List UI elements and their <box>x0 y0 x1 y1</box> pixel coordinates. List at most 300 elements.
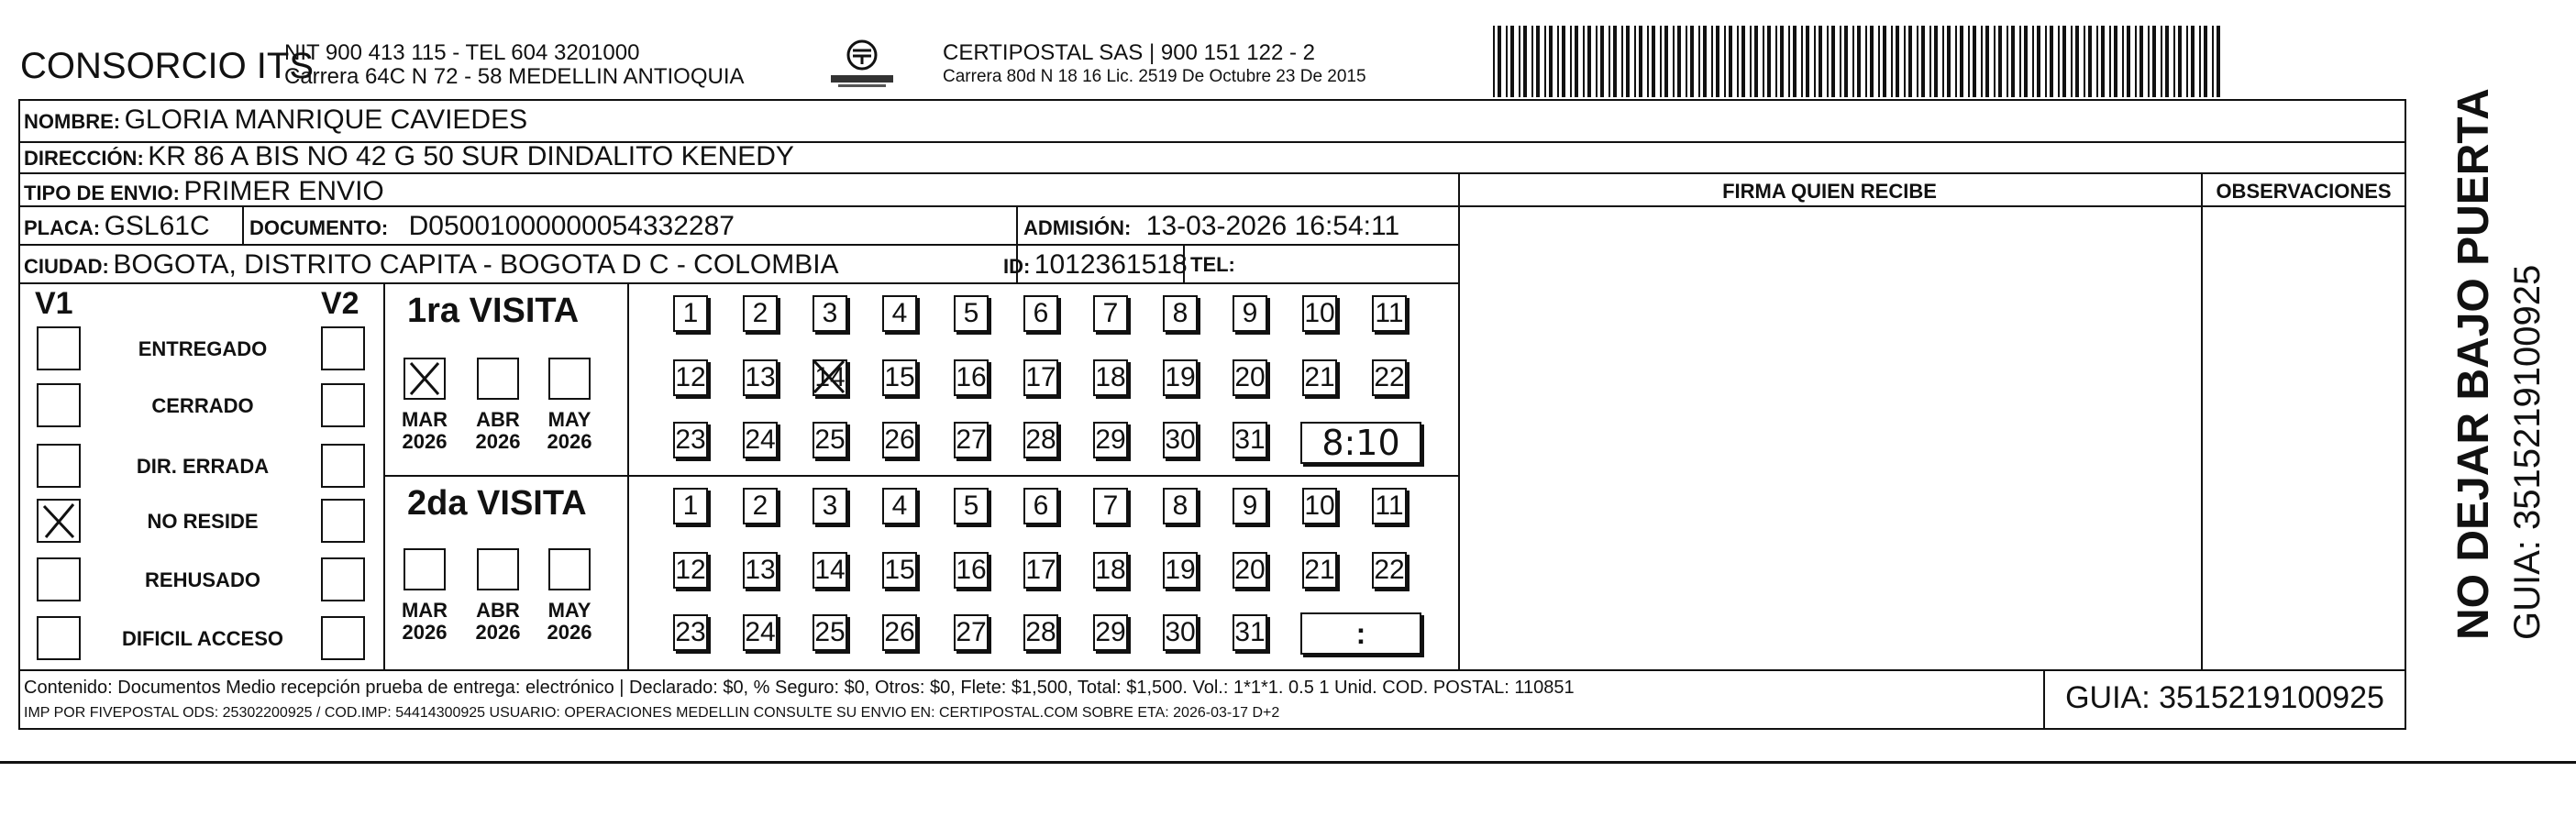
visit1-day[interactable] <box>1023 422 1058 458</box>
visit1-day[interactable] <box>743 422 778 458</box>
visit2-day[interactable] <box>813 614 847 651</box>
barcode-bar <box>1754 26 1758 97</box>
visit2-day[interactable] <box>1372 552 1407 589</box>
visit2-day[interactable] <box>1093 614 1128 651</box>
visit1-month-name: MAY <box>547 408 591 431</box>
v2-checkbox[interactable] <box>321 383 365 427</box>
visit2-day[interactable] <box>673 552 708 589</box>
barcode-bar <box>2152 26 2156 97</box>
visit2-month-year: 2026 <box>547 621 592 645</box>
barcode-bar <box>1506 26 1508 97</box>
visit2-day[interactable] <box>882 552 917 589</box>
visit2-day-number: 11 <box>1375 491 1404 521</box>
barcode-bar <box>1973 26 1976 97</box>
visit1-day-number: 10 <box>1304 298 1335 328</box>
barcode-bar <box>1498 26 1501 97</box>
barcode-bar <box>2186 26 2188 97</box>
visit1-day[interactable] <box>954 422 989 458</box>
visit1-month-checkbox[interactable] <box>477 358 519 400</box>
visit1-day[interactable] <box>1023 359 1058 396</box>
nombre-label: NOMBRE: <box>24 110 121 133</box>
visit2-month-label <box>469 600 527 644</box>
company-address: Carrera 64C N 72 - 58 MEDELLIN ANTIOQUIA <box>284 64 745 89</box>
visit1-day-number: 19 <box>1165 362 1196 392</box>
barcode-bar <box>1609 26 1610 97</box>
barcode-bar <box>1575 26 1578 97</box>
v1-checkbox[interactable] <box>37 383 81 427</box>
barcode-bar <box>1493 26 1495 97</box>
documento-value: D05001000000054332287 <box>408 211 735 241</box>
visit2-day-number: 24 <box>745 617 776 647</box>
admision-row <box>1023 213 1399 240</box>
visit1-day-number: 9 <box>1242 298 1258 328</box>
barcode-bar <box>2084 26 2085 97</box>
visit1-month-name: ABR <box>476 408 520 431</box>
visit2-day[interactable] <box>954 552 989 589</box>
barcode-bar <box>1583 26 1585 97</box>
footer-imp: IMP POR FIVEPOSTAL ODS: 25302200925 / COD.IMP: 54414300925 USUARIO: OPERACIONES MEDELLIN CONSULTE SU ENVIO EN: CERTIPOSTAL.COM SOBRE ETA: 2026-03-17 D+2 <box>24 705 1280 721</box>
visit1-day[interactable] <box>1233 295 1267 332</box>
visit2-day-number: 8 <box>1172 491 1188 521</box>
visit2-day-number: 26 <box>884 617 915 647</box>
side-guia: GUIA: 3515219100925 <box>2507 264 2548 640</box>
status-label: CERRADO <box>151 394 254 417</box>
visit1-day-number: 21 <box>1304 362 1335 392</box>
barcode-bar <box>1523 26 1527 97</box>
visit2-day-number: 13 <box>745 555 776 585</box>
visit1-day-number: 13 <box>745 362 776 392</box>
barcode-bar <box>1904 26 1906 97</box>
barcode-bar <box>1613 26 1617 97</box>
visit1-day[interactable] <box>813 295 847 332</box>
barcode <box>1493 26 2225 97</box>
visit2-day-number: 21 <box>1304 555 1335 585</box>
barcode-bar <box>1690 26 1694 97</box>
footer-guia: GUIA: 3515219100925 <box>2065 680 2384 715</box>
barcode-bar <box>1664 26 1668 97</box>
barcode-bar <box>1968 26 1970 97</box>
barcode-bar <box>1934 26 1938 97</box>
visit1-day-number: 7 <box>1102 298 1119 328</box>
barcode-bar <box>1891 26 1893 97</box>
barcode-bar <box>1510 26 1514 97</box>
company-nit: NIT 900 413 115 - TEL 604 3201000 <box>284 40 640 65</box>
visit1-day-number: 20 <box>1234 362 1266 392</box>
visit2-day-number: 20 <box>1234 555 1266 585</box>
visit1-day[interactable] <box>1372 359 1407 396</box>
v1-header: V1 <box>35 286 73 321</box>
visit2-day-number: 28 <box>1025 617 1056 647</box>
visit1-day[interactable] <box>1372 295 1407 332</box>
visit2-month-year: 2026 <box>402 621 448 645</box>
documento-row <box>249 213 735 240</box>
barcode-bar <box>1531 26 1533 97</box>
visit2-day-number: 27 <box>956 617 987 647</box>
visit2-day-number: 22 <box>1374 555 1405 585</box>
visit2-month-checkbox[interactable] <box>404 548 446 590</box>
barcode-bar <box>1917 26 1918 97</box>
visit2-day-number: 16 <box>956 555 987 585</box>
visit2-day[interactable] <box>743 552 778 589</box>
barcode-bar <box>1724 26 1726 97</box>
barcode-bar <box>1660 26 1662 97</box>
barcode-bar <box>1621 26 1623 97</box>
visit2-day-number: 4 <box>891 491 908 521</box>
v1-checkbox[interactable] <box>37 326 81 370</box>
id-label: ID: <box>1003 255 1031 278</box>
barcode-bar <box>1652 26 1655 97</box>
barcode-bar <box>2165 26 2169 97</box>
visit2-month-name: MAR <box>401 599 448 622</box>
visit1-day[interactable] <box>743 359 778 396</box>
barcode-bar <box>2045 26 2047 97</box>
placa-label: PLACA: <box>24 216 101 239</box>
visit1-day[interactable] <box>882 295 917 332</box>
admision-value: 13-03-2026 16:54:11 <box>1145 211 1400 241</box>
visit1-title: 1ra VISITA <box>407 292 580 330</box>
visit1-month-name: MAR <box>401 408 448 431</box>
visit1-day-number: 8 <box>1172 298 1188 328</box>
barcode-bar <box>1942 26 1944 97</box>
visit2-day[interactable] <box>1093 488 1128 524</box>
visit2-day-number: 6 <box>1033 491 1049 521</box>
barcode-bar <box>1741 26 1745 97</box>
visit1-day[interactable] <box>1233 359 1267 396</box>
visit1-month-year: 2026 <box>402 430 448 454</box>
visit1-day-number: 3 <box>822 298 838 328</box>
visit2-day-number: 19 <box>1165 555 1196 585</box>
barcode-bar <box>2191 26 2195 97</box>
barcode-bar <box>2071 26 2073 97</box>
tipo-label: TIPO DE ENVIO: <box>24 182 180 204</box>
barcode-bar <box>1960 26 1963 97</box>
barcode-bar <box>2058 26 2060 97</box>
firma-header: FIRMA QUIEN RECIBE <box>1722 180 1937 203</box>
barcode-bar <box>2062 26 2066 97</box>
visit2-day-number: 23 <box>675 617 706 647</box>
barcode-bar <box>1870 26 1874 97</box>
visit1-day[interactable] <box>673 422 708 458</box>
barcode-bar <box>1878 26 1880 97</box>
v2-checkbox[interactable] <box>321 616 365 660</box>
side-warning-wrap <box>2406 88 2498 640</box>
visit2-day-number: 25 <box>814 617 846 647</box>
v1-checkbox[interactable] <box>37 444 81 488</box>
barcode-bar <box>1639 26 1642 97</box>
visit1-day-number: 1 <box>682 298 699 328</box>
visit2-day-number: 5 <box>963 491 979 521</box>
barcode-bar <box>2109 26 2111 97</box>
status-label: ENTREGADO <box>138 337 268 360</box>
visit2-day[interactable] <box>743 614 778 651</box>
barcode-bar <box>1985 26 1989 97</box>
barcode-bar <box>1677 26 1681 97</box>
barcode-bar <box>1840 26 1841 97</box>
visit2-day[interactable] <box>1023 552 1058 589</box>
barcode-bar <box>1737 26 1739 97</box>
visit2-day[interactable] <box>882 488 917 524</box>
visit1-day-number: 12 <box>675 362 706 392</box>
barcode-bar <box>1908 26 1912 97</box>
visit1-time[interactable]: 8:10 <box>1300 422 1421 464</box>
visit1-month-label <box>540 409 599 453</box>
barcode-bar <box>2011 26 2015 97</box>
visit2-title: 2da VISITA <box>407 484 587 523</box>
v2-header: V2 <box>321 286 359 321</box>
visit2-day-number: 14 <box>814 555 846 585</box>
visit1-month-checkbox[interactable] <box>404 358 446 400</box>
visit1-day-number: 11 <box>1375 298 1404 328</box>
visit2-day[interactable] <box>1023 488 1058 524</box>
visit1-day[interactable] <box>813 359 847 396</box>
visit2-day[interactable] <box>1163 488 1198 524</box>
barcode-bar <box>1673 26 1675 97</box>
visit2-day-number: 7 <box>1102 491 1119 521</box>
barcode-bar <box>1519 26 1520 97</box>
visit2-month-name: ABR <box>476 599 520 622</box>
visit2-day[interactable] <box>1233 552 1267 589</box>
id-value: 1012361518 <box>1034 249 1188 280</box>
visit1-day-number: 30 <box>1165 425 1196 455</box>
barcode-bar <box>1788 26 1790 97</box>
visit2-day-number: 30 <box>1165 617 1196 647</box>
visit2-day[interactable] <box>1233 614 1267 651</box>
barcode-bar <box>1557 26 1559 97</box>
visit2-day[interactable] <box>1302 552 1337 589</box>
barcode-bar <box>2050 26 2053 97</box>
status-label: NO RESIDE <box>147 510 259 533</box>
direccion-label: DIRECCIÓN: <box>24 147 144 170</box>
visit2-day[interactable] <box>673 614 708 651</box>
barcode-bar <box>1896 26 1899 97</box>
barcode-bar <box>2178 26 2182 97</box>
visit1-day[interactable] <box>1093 422 1128 458</box>
visit1-day-number: 14 <box>814 362 846 392</box>
visit1-day[interactable] <box>813 422 847 458</box>
barcode-bar <box>1852 26 1854 97</box>
visit1-month-label <box>469 409 527 453</box>
barcode-bar <box>2032 26 2034 97</box>
visit1-day-number: 31 <box>1234 425 1266 455</box>
tipo-value: PRIMER ENVIO <box>183 176 384 206</box>
barcode-bar <box>1549 26 1553 97</box>
barcode-bar <box>1775 26 1777 97</box>
visit1-day[interactable] <box>1163 359 1198 396</box>
visit2-month-checkbox[interactable] <box>548 548 591 590</box>
admision-label: ADMISIÓN: <box>1023 216 1132 239</box>
barcode-bar <box>1831 26 1835 97</box>
barcode-bar <box>2101 26 2105 97</box>
nombre-value: GLORIA MANRIQUE CAVIEDES <box>124 105 528 135</box>
barcode-bar <box>1711 26 1713 97</box>
v1-checkbox[interactable] <box>37 499 81 543</box>
visit2-day[interactable] <box>813 488 847 524</box>
visit2-day-number: 2 <box>752 491 768 521</box>
barcode-bar <box>2096 26 2098 97</box>
visit1-day[interactable] <box>882 359 917 396</box>
barcode-bar <box>1947 26 1951 97</box>
visit1-day-number: 2 <box>752 298 768 328</box>
visit2-day[interactable] <box>1163 614 1198 651</box>
barcode-bar <box>2212 26 2214 97</box>
visit1-month-year: 2026 <box>475 430 521 454</box>
visit1-day[interactable] <box>1093 295 1128 332</box>
barcode-bar <box>1857 26 1861 97</box>
nombre-row <box>24 106 527 134</box>
barcode-bar <box>2122 26 2124 97</box>
barcode-bar <box>1955 26 1957 97</box>
visit2-day-number: 15 <box>884 555 915 585</box>
barcode-bar <box>1600 26 1604 97</box>
barcode-bar <box>1587 26 1591 97</box>
certipostal-logo <box>825 37 899 92</box>
barcode-bar <box>2037 26 2040 97</box>
visit2-month-checkbox[interactable] <box>477 548 519 590</box>
visit2-day-number: 29 <box>1095 617 1126 647</box>
visit2-day[interactable] <box>743 488 778 524</box>
direccion-value: KR 86 A BIS NO 42 G 50 SUR DINDALITO KENEDY <box>148 141 794 171</box>
side-guia-wrap <box>2472 99 2548 640</box>
barcode-bar <box>1981 26 1983 97</box>
visit1-month-year: 2026 <box>547 430 592 454</box>
v2-checkbox[interactable] <box>321 499 365 543</box>
visit1-day[interactable] <box>1302 295 1337 332</box>
barcode-bar <box>2135 26 2137 97</box>
visit2-day[interactable] <box>954 614 989 651</box>
barcode-bar <box>1844 26 1848 97</box>
visit2-day[interactable] <box>813 552 847 589</box>
visit1-day[interactable] <box>954 295 989 332</box>
visit2-day-number: 17 <box>1025 555 1056 585</box>
barcode-bar <box>1729 26 1732 97</box>
tel-label: TEL: <box>1190 253 1235 276</box>
visit2-day[interactable] <box>1233 488 1267 524</box>
footer-content: Contenido: Documentos Medio recepción prueba de entrega: electrónico | Declarado: $0, % Seguro: $0, Otros: $0, Flete: $1,500, Total: $1,500. Vol.: 1*1*1. 0.5 1 Unid. COD. POSTAL: 110851 <box>24 678 1575 698</box>
barcode-bar <box>1750 26 1752 97</box>
visit1-day[interactable] <box>1163 295 1198 332</box>
visit1-day-number: 22 <box>1374 362 1405 392</box>
barcode-bar <box>1698 26 1700 97</box>
barcode-bar <box>1570 26 1572 97</box>
direccion-row <box>24 143 794 171</box>
company-name: CONSORCIO ITS <box>20 46 315 86</box>
visit1-day[interactable] <box>1163 422 1198 458</box>
visit1-day[interactable] <box>1093 359 1128 396</box>
visit1-day-mark <box>813 359 847 396</box>
id-row <box>1003 251 1188 279</box>
visit1-day-number: 17 <box>1025 362 1056 392</box>
v2-checkbox[interactable] <box>321 444 365 488</box>
visit1-day-number: 16 <box>956 362 987 392</box>
v1-checkbox[interactable] <box>37 616 81 660</box>
visit2-day-number: 18 <box>1095 555 1126 585</box>
tipo-row <box>24 178 384 205</box>
visit2-day-number: 3 <box>822 491 838 521</box>
visit2-day[interactable] <box>1372 488 1407 524</box>
visit2-day-number: 31 <box>1234 617 1266 647</box>
v2-checkbox[interactable] <box>321 557 365 601</box>
visit1-day[interactable] <box>954 359 989 396</box>
barcode-bar <box>2019 26 2021 97</box>
visit2-day[interactable] <box>1023 614 1058 651</box>
visit1-month-label <box>395 409 454 453</box>
barcode-bar <box>1921 26 1925 97</box>
visit2-month-label <box>540 600 599 644</box>
barcode-bar <box>1767 26 1771 97</box>
visit2-day[interactable] <box>954 488 989 524</box>
visit1-day[interactable] <box>1233 422 1267 458</box>
barcode-bar <box>1801 26 1803 97</box>
barcode-bar <box>2075 26 2079 97</box>
visit1-day[interactable] <box>673 295 708 332</box>
visit2-day[interactable] <box>1093 552 1128 589</box>
visit1-day-number: 18 <box>1095 362 1126 392</box>
barcode-bar <box>2114 26 2117 97</box>
visit1-day-number: 15 <box>884 362 915 392</box>
visit2-day-number: 9 <box>1242 491 1258 521</box>
status-label: DIFICIL ACCESO <box>121 627 283 650</box>
visit1-day-number: 25 <box>814 425 846 455</box>
visit1-day-number: 23 <box>675 425 706 455</box>
barcode-bar <box>2024 26 2028 97</box>
visit1-day[interactable] <box>673 359 708 396</box>
barcode-bar <box>2007 26 2008 97</box>
ciudad-label: CIUDAD: <box>24 255 109 278</box>
visit2-month-name: MAY <box>547 599 591 622</box>
visit2-day[interactable] <box>882 614 917 651</box>
v1-checkbox[interactable] <box>37 557 81 601</box>
barcode-bar <box>1596 26 1598 97</box>
visit1-month-checkbox[interactable] <box>548 358 591 400</box>
visit1-day-number: 29 <box>1095 425 1126 455</box>
visit1-day-number: 24 <box>745 425 776 455</box>
visit2-day[interactable] <box>1163 552 1198 589</box>
v2-checkbox[interactable] <box>321 326 365 370</box>
visit1-day[interactable] <box>1023 295 1058 332</box>
visit2-day[interactable] <box>1302 488 1337 524</box>
barcode-bar <box>1780 26 1784 97</box>
barcode-bar <box>2173 26 2175 97</box>
visit2-month-year: 2026 <box>475 621 521 645</box>
ciudad-row <box>24 251 839 279</box>
observaciones-header: OBSERVACIONES <box>2216 180 2392 203</box>
visit1-day-number: 28 <box>1025 425 1056 455</box>
barcode-bar <box>1806 26 1809 97</box>
placa-value: GSL61C <box>104 211 210 241</box>
visit2-month-label <box>395 600 454 644</box>
visit2-time[interactable]: : <box>1300 612 1421 655</box>
visit1-day[interactable] <box>743 295 778 332</box>
documento-label: DOCUMENTO: <box>249 216 389 239</box>
barcode-bar <box>1634 26 1636 97</box>
visit1-day[interactable] <box>1302 359 1337 396</box>
barcode-bar <box>1626 26 1630 97</box>
visit1-day-number: 5 <box>963 298 979 328</box>
barcode-bar <box>2127 26 2130 97</box>
visit2-day[interactable] <box>673 488 708 524</box>
barcode-bar <box>1827 26 1829 97</box>
side-warning: NO DEJAR BAJO PUERTA <box>2449 88 2498 640</box>
barcode-bar <box>1562 26 1565 97</box>
barcode-bar <box>1793 26 1797 97</box>
visit2-day-number: 1 <box>682 491 699 521</box>
visit2-day-number: 10 <box>1304 491 1335 521</box>
bottom-separator <box>0 761 2576 764</box>
barcode-bar <box>1716 26 1719 97</box>
barcode-bar <box>1929 26 1931 97</box>
barcode-bar <box>1994 26 1996 97</box>
visit1-day[interactable] <box>882 422 917 458</box>
